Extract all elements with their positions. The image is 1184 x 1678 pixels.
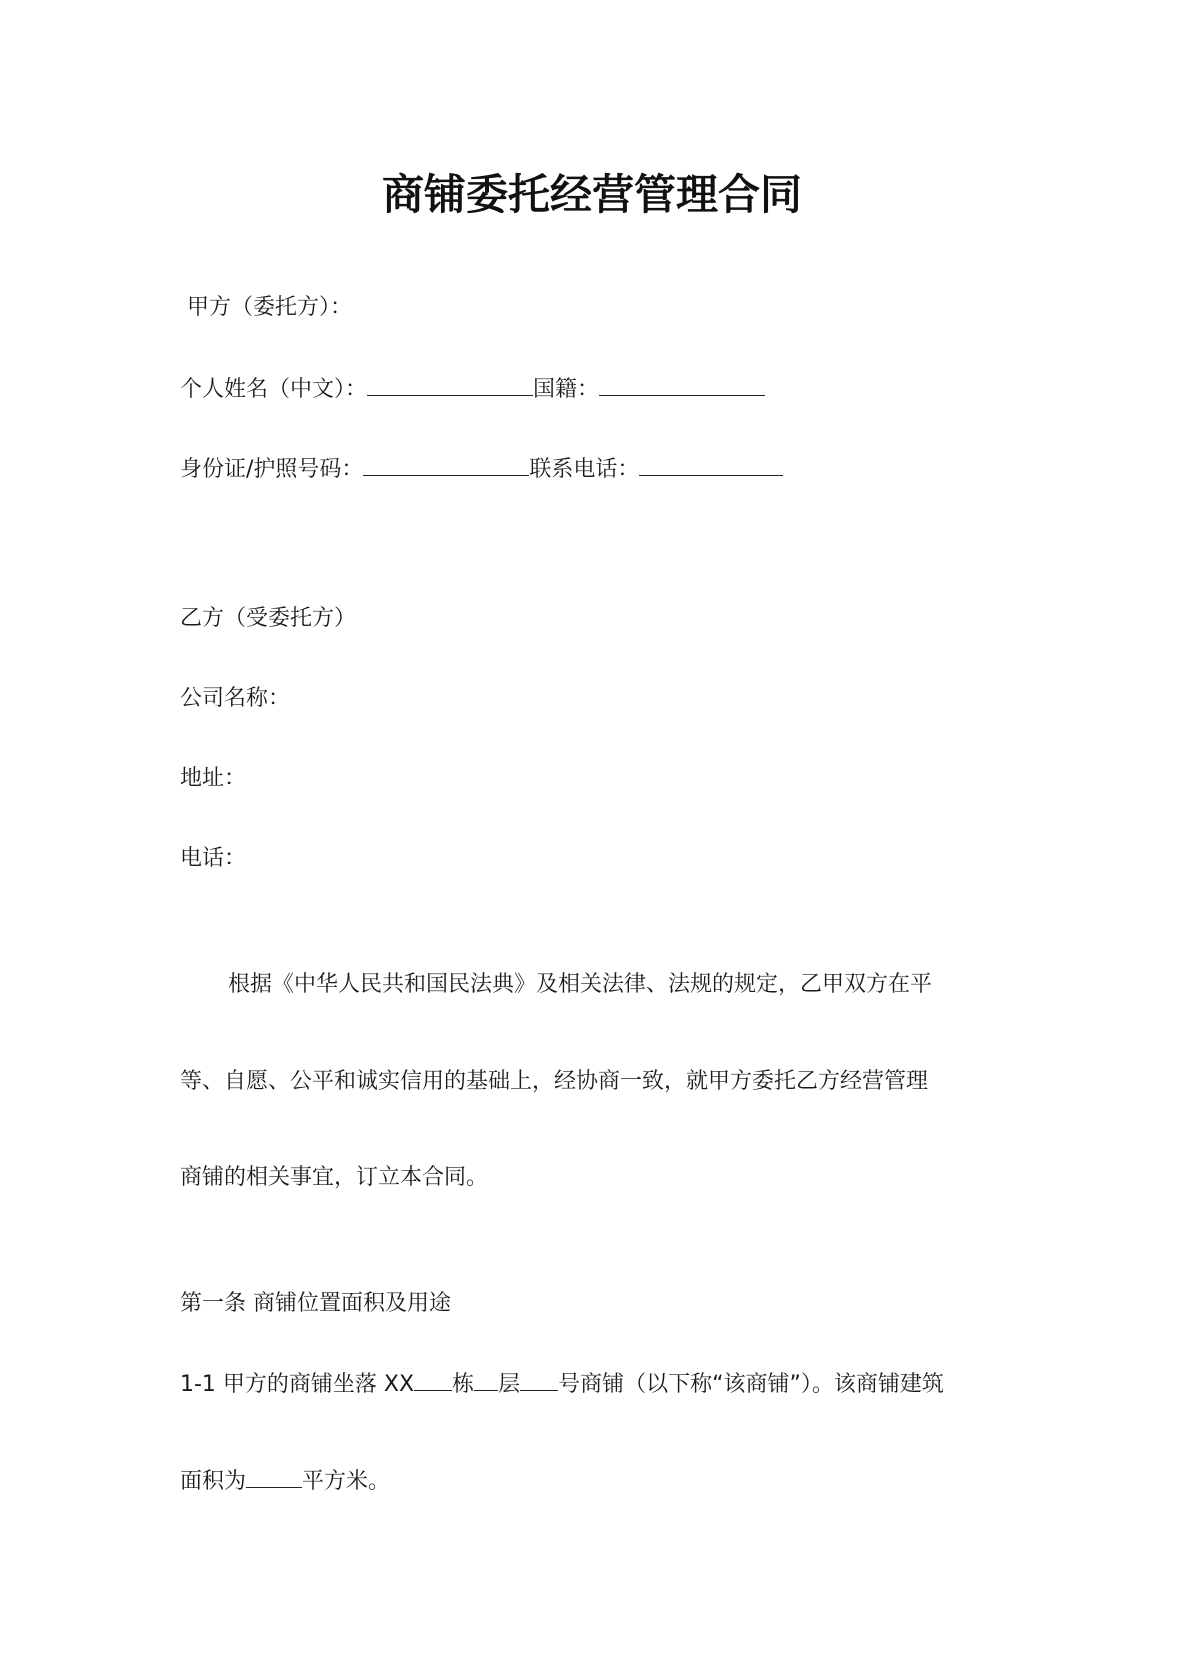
name-label: 个人姓名（中文）： xyxy=(180,377,368,402)
clause-1-1-text-f: 平方米。 xyxy=(302,1469,391,1494)
preamble-line-3: 商铺的相关事宜，订立本合同。 xyxy=(180,1165,489,1190)
clause-1-1-line-1 xyxy=(180,1368,944,1400)
party-b-company: 公司名称： xyxy=(180,686,291,711)
phone-blank[interactable] xyxy=(639,453,783,476)
document-title: 商铺委托经营管理合同 xyxy=(381,170,802,219)
area-blank[interactable] xyxy=(246,1465,302,1488)
clause-1-1-text-e: 面积为 xyxy=(180,1469,247,1494)
party-b-address: 地址： xyxy=(180,766,247,791)
floor-blank[interactable] xyxy=(474,1368,498,1391)
party-b-phone: 电话： xyxy=(180,846,247,871)
clause-1-1-text-b: 栋 xyxy=(452,1372,475,1397)
preamble-line-1: 根据《中华人民共和国民法典》及相关法律、法规的规定，乙甲双方在平 xyxy=(228,972,933,997)
party-a-name-row xyxy=(180,373,765,405)
nationality-blank[interactable] xyxy=(599,373,765,396)
party-a-heading: 甲方（委托方）： xyxy=(187,295,353,320)
id-label: 身份证/护照号码： xyxy=(180,457,364,482)
clause-1-1-line-2 xyxy=(180,1465,390,1497)
id-blank[interactable] xyxy=(363,453,529,476)
name-blank[interactable] xyxy=(367,373,533,396)
clause-1-1-text-d: 号商铺（以下称“该商铺”）。该商铺建筑 xyxy=(558,1372,944,1397)
clause-1-1-text-c: 层 xyxy=(498,1372,521,1397)
article-1-heading: 第一条 商铺位置面积及用途 xyxy=(180,1291,451,1316)
building-blank[interactable] xyxy=(414,1368,452,1391)
unit-blank[interactable] xyxy=(520,1368,558,1391)
clause-1-1-text-a: 1-1 甲方的商铺坐落 XX xyxy=(180,1372,415,1397)
nationality-label: 国籍： xyxy=(533,377,600,402)
party-a-id-row xyxy=(180,453,783,485)
party-b-heading: 乙方（受委托方） xyxy=(180,606,357,631)
phone-label: 联系电话： xyxy=(529,457,640,482)
preamble-line-2: 等、自愿、公平和诚实信用的基础上，经协商一致，就甲方委托乙方经营管理 xyxy=(180,1069,929,1094)
